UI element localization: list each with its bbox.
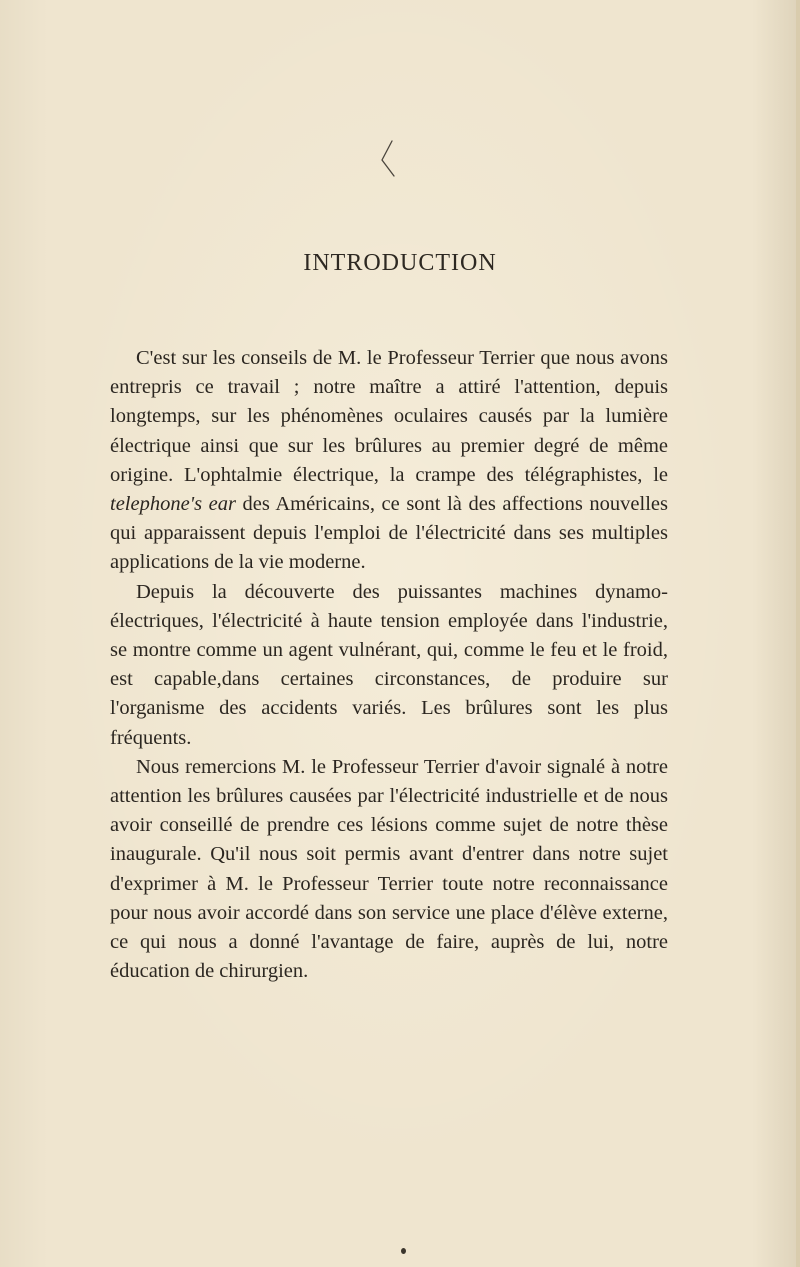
page-edge: [796, 0, 800, 1267]
ink-dot: [401, 1248, 406, 1254]
paragraph-3: Nous remercions M. le Professeur Terrier d'avoir signalé à notre attention les brûlures causées par l'électricité industrielle et de nous avoir conseillé de prendre ces lésions comme sujet de notre thèse inaugurale. Qu'il nous soit permis avant d'entrer dans notre sujet d'exprimer à M. le Professeur Terrier toute notre reconnaissance pour nous avoir accordé dans son service une place d'élève externe, ce qui nous a donné l'avantage de faire, auprès de lui, notre éducation de chirurgien.: [110, 755, 668, 983]
italic-term: telephone's ear: [110, 493, 236, 516]
body-text: [110, 344, 668, 986]
paragraph-1: [110, 344, 668, 578]
page-title: INTRODUCTION: [303, 250, 497, 276]
paragraph-2: Depuis la découverte des puissantes machines dynamo-électriques, l'électricité à haute tension employée dans l'industrie, se montre comme un agent vulnérant, qui, comme le feu et le froid, est capable,dans certaines circonstances, de produire sur l'organisme des accidents variés. Les brûlures sont les plus fréquents.: [110, 580, 668, 749]
paragraph-1-start: C'est sur les conseils de M. le Professeur Terrier que nous avons entrepris ce travail ; notre maître a attiré l'attention, depuis longtemps, sur les phénomènes oculaires causés par la lumière électrique ainsi que sur les brûlures au premier degré de même origine. L'ophtalmie électrique, la crampe des télégraphistes, le: [110, 347, 668, 486]
pencil-mark: [378, 138, 398, 180]
paragraph-1-end: des Américains, ce sont là des affections nouvelles qui apparaissent depuis l'emploi de l'électricité dans ses multiples applications de la vie moderne.: [110, 493, 668, 574]
